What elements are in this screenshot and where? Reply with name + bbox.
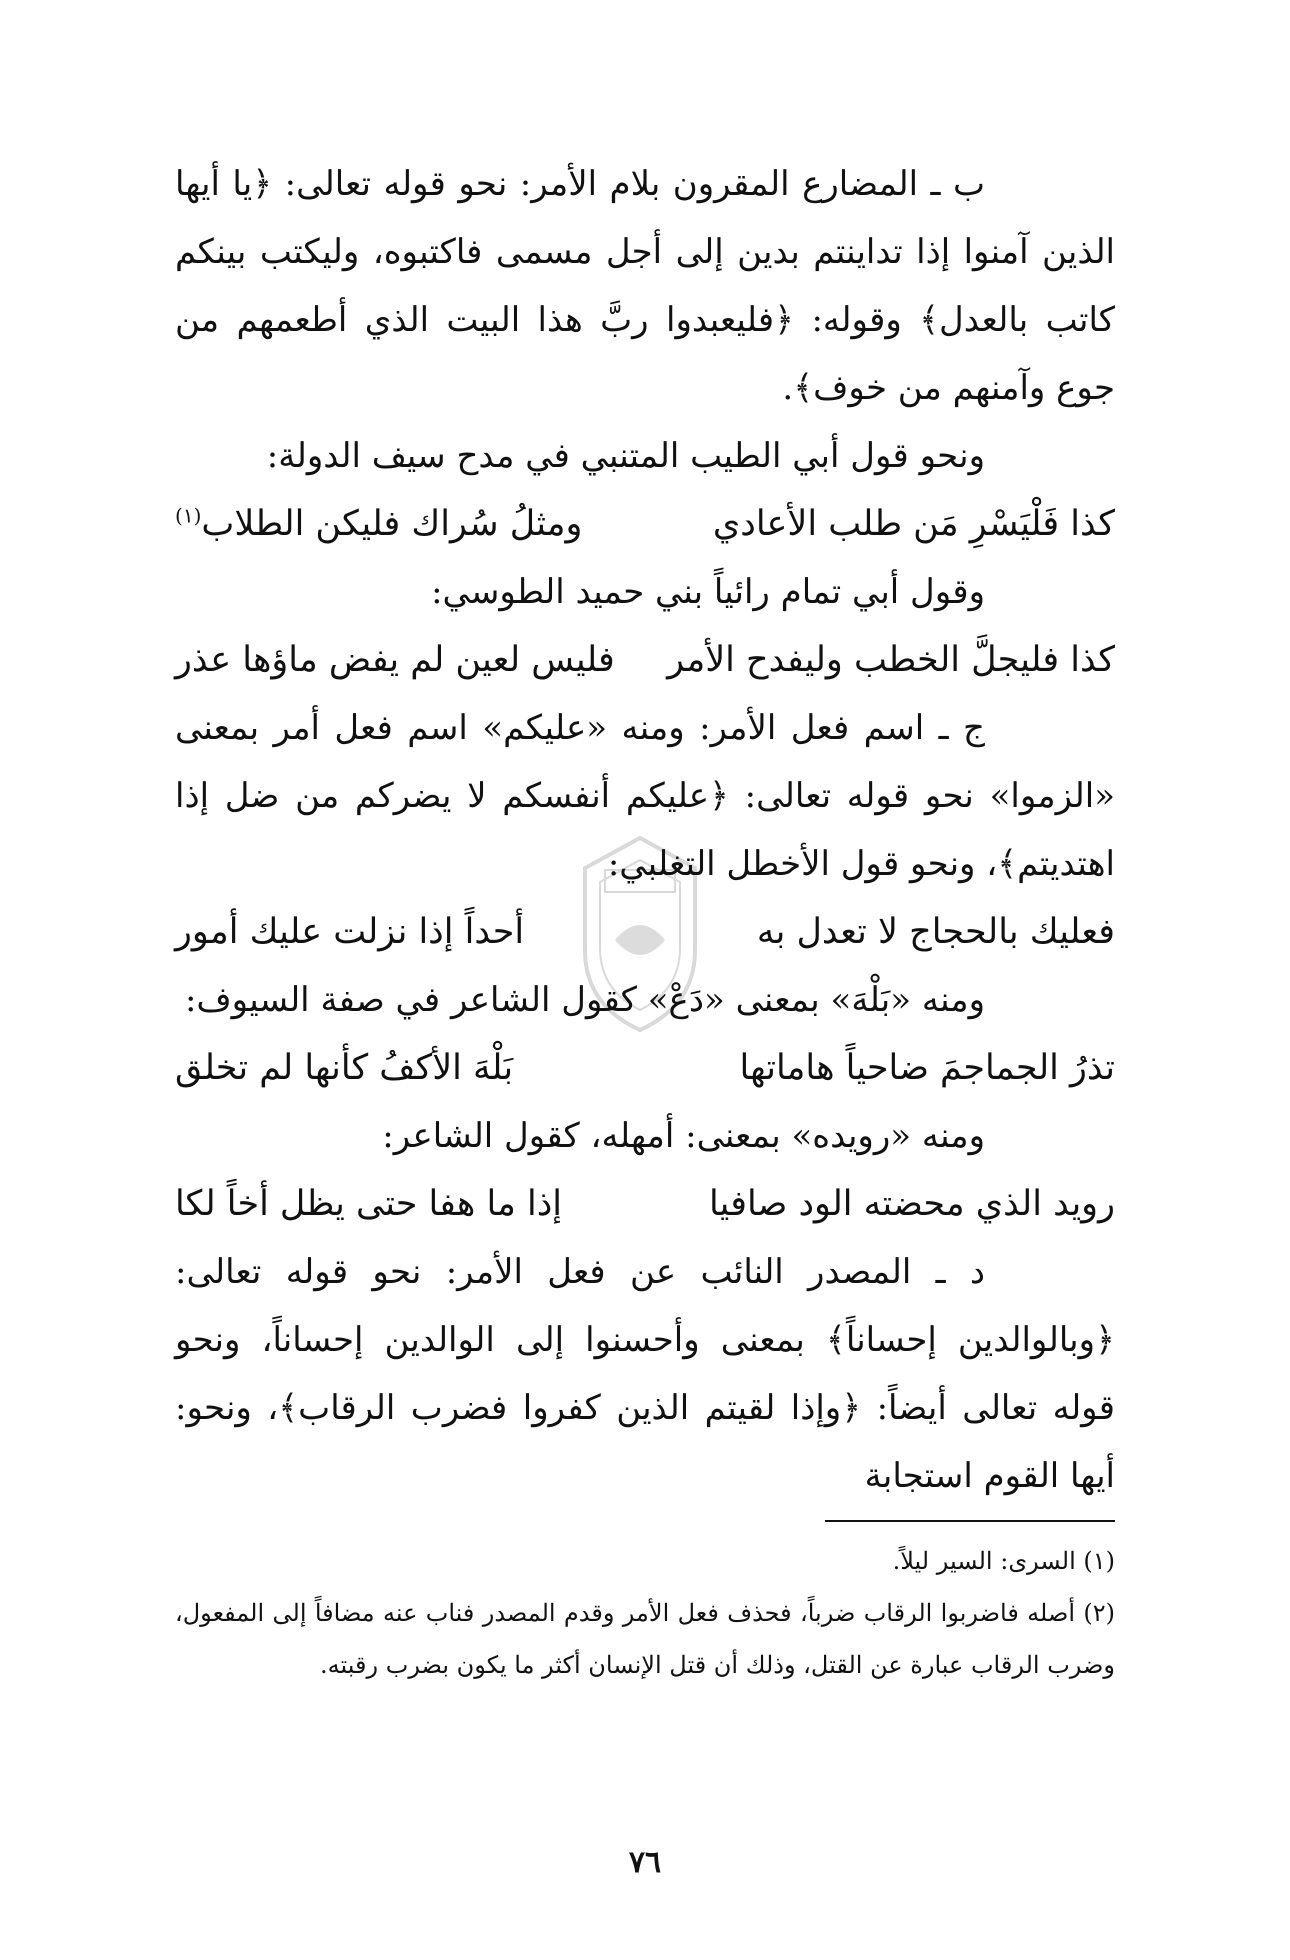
- verse-akhtal: [175, 898, 1115, 966]
- paragraph-j-verb-noun: ج ـ اسم فعل الأمر: ومنه «عليكم» اسم فعل أمر بمعنى «الزموا» نحو قوله تعالى: ﴿عليكم أنفسكم لا يضركم من ضل إذا اهتديتم﴾، ونحو قول الأخطل التغلبي:: [175, 708, 1115, 884]
- footnote-ref-1: (١): [175, 503, 202, 528]
- verse-abu-tammam: [175, 626, 1115, 694]
- main-text: [175, 150, 1115, 1510]
- paragraph-abu-tammam-intro: وقول أبي تمام رائياً بني حميد الطوسي:: [431, 572, 985, 612]
- page-number: ٧٦: [628, 1845, 662, 1880]
- footnotes: [175, 1535, 1115, 1691]
- verse-second-hemistich: فليس لعين لم يفض ماؤها عذر: [175, 640, 615, 680]
- verse-first-hemistich: فعليك بالحجاج لا تعدل به: [756, 912, 1115, 952]
- verse-second-hemistich: بَلْهَ الأكفُ كأنها لم تخلق: [175, 1048, 514, 1088]
- paragraph-d-infinitive: د ـ المصدر النائب عن فعل الأمر: نحو قوله تعالى: ﴿وبالوالدين إحساناً﴾ بمعنى وأحسنوا إلى الوالدين إحساناً، ونحو قوله تعالى أيضاً: ﴿وإذا لقيتم الذين كفروا فضرب الرقاب﴾، ونحو: أيها القوم استجابة: [175, 1252, 1115, 1496]
- paragraph-ruwayd-intro: ومنه «رويده» بمعنى: أمهله، كقول الشاعر:: [382, 1116, 985, 1156]
- verse-mutanabbi: [175, 490, 1115, 558]
- verse-second-hemistich: [175, 490, 582, 558]
- footnote-1: (١) السرى: السير ليلاً.: [892, 1547, 1115, 1575]
- verse-second-hemistich: إذا ما هفا حتى يظل أخاً لكا: [175, 1184, 563, 1224]
- verse-first-hemistich: كذا فليجلَّ الخطب وليفدح الأمر: [667, 640, 1115, 680]
- footnote-2: (٢) أصله فاضربوا الرقاب ضرباً، فحذف فعل الأمر وقدم المصدر فناب عنه مضافاً إلى المفعول، وضرب الرقاب عبارة عن القتل، وذلك أن قتل الإنسان أكثر ما يكون بضرب رقبته.: [175, 1599, 1115, 1679]
- verse-swords: [175, 1034, 1115, 1102]
- verse-first-hemistich: كذا فَلْيَسْرِ مَن طلب الأعادي: [712, 504, 1115, 544]
- paragraph-b-jussive: ب ـ المضارع المقرون بلام الأمر: نحو قوله تعالى: ﴿يا أيها الذين آمنوا إذا تداينتم بدين إلى أجل مسمى فاكتبوه، وليكتب بينكم كاتب بالعدل﴾ وقوله: ﴿فليعبدوا ربَّ هذا البيت الذي أطعمهم من جوع وآمنهم من خوف﴾.: [175, 164, 1115, 408]
- verse-second-hemistich: أحداً إذا نزلت عليك أمور: [175, 912, 525, 952]
- paragraph-mutanabbi-intro: ونحو قول أبي الطيب المتنبي في مدح سيف الدولة:: [266, 436, 985, 476]
- verse-second-text: ومثلُ سُراك فليكن الطلاب: [201, 504, 583, 544]
- paragraph-balah-intro: ومنه «بَلْهَ» بمعنى «دَعْ» كقول الشاعر في صفة السيوف:: [184, 980, 985, 1020]
- verse-ruwayd: [175, 1170, 1115, 1238]
- footnote-divider: [825, 1520, 1115, 1522]
- verse-first-hemistich: تذرُ الجماجمَ ضاحياً هاماتها: [739, 1048, 1115, 1088]
- verse-first-hemistich: رويد الذي محضته الود صافيا: [709, 1184, 1115, 1224]
